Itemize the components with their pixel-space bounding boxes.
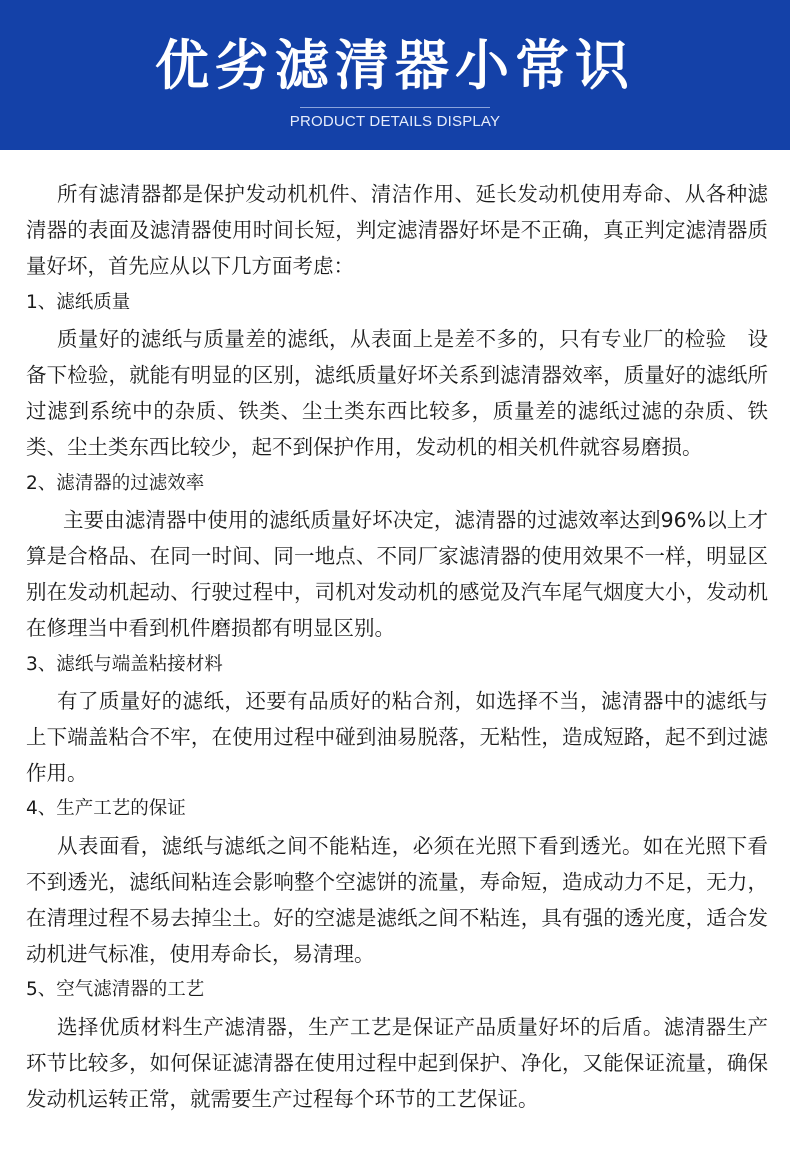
section-1-body: 质量好的滤纸与质量差的滤纸，从表面上是差不多的，只有专业厂的检验 设备下检验，就能有明显的区别，滤纸质量好坏关系到滤清器效率，质量好的滤纸所过滤到系统中的杂质、铁类、尘土类东西比较多，质量差的滤纸过滤的杂质、铁类、尘土类东西比较少，起不到保护作用，发动机的相关机件就容易磨损。 xyxy=(26,326,768,460)
section-1-heading: 1、滤纸质量 xyxy=(26,291,131,313)
section-2-heading: 2、滤清器的过滤效率 xyxy=(26,472,205,494)
section-4-body: 从表面看，滤纸与滤纸之间不能粘连，必须在光照下看到透光。如在光照下看不到透光，滤纸间粘连会影响整个空滤饼的流量，寿命短，造成动力不足，无力，在清理过程不易去掉尘土。好的空滤是滤纸之间不粘连，具有强的透光度，适合发动机进气标准，使用寿命长，易清理。 xyxy=(26,833,768,967)
section-3-body: 有了质量好的滤纸，还要有品质好的粘合剂，如选择不当，滤清器中的滤纸与上下端盖粘合不牢，在使用过程中碰到油易脱落，无粘性，造成短路，起不到过滤作用。 xyxy=(26,688,768,786)
page-subtitle: PRODUCT DETAILS DISPLAY xyxy=(289,113,501,130)
title-divider xyxy=(300,107,490,108)
section-2-body: 主要由滤清器中使用的滤纸质量好坏决定，滤清器的过滤效率达到96%以上才算是合格品、在同一时间、同一地点、不同厂家滤清器的使用效果不一样，明显区别在发动机起动、行驶过程中，司机对发动机的感觉及汽车尾气烟度大小，发动机在修理当中看到机件磨损都有明显区别。 xyxy=(26,507,768,641)
section-3-heading: 3、滤纸与端盖粘接材料 xyxy=(26,653,223,675)
section-5-body: 选择优质材料生产滤清器，生产工艺是保证产品质量好坏的后盾。滤清器生产环节比较多，如何保证滤清器在使用过程中起到保护、净化，又能保证流量，确保发动机运转正常，就需要生产过程每个环节的工艺保证。 xyxy=(26,1014,768,1112)
section-5-heading: 5、空气滤清器的工艺 xyxy=(26,979,205,1001)
article-body xyxy=(26,176,768,1117)
intro-paragraph: 所有滤清器都是保护发动机机件、清洁作用、延长发动机使用寿命、从各种滤清器的表面及滤清器使用时间长短，判定滤清器好坏是不正确，真正判定滤清器质量好坏，首先应从以下几方面考虑： xyxy=(26,182,768,279)
header-banner xyxy=(0,0,790,150)
section-4-heading: 4、生产工艺的保证 xyxy=(26,798,186,820)
page-title: 优劣滤清器小常识 xyxy=(155,34,635,97)
